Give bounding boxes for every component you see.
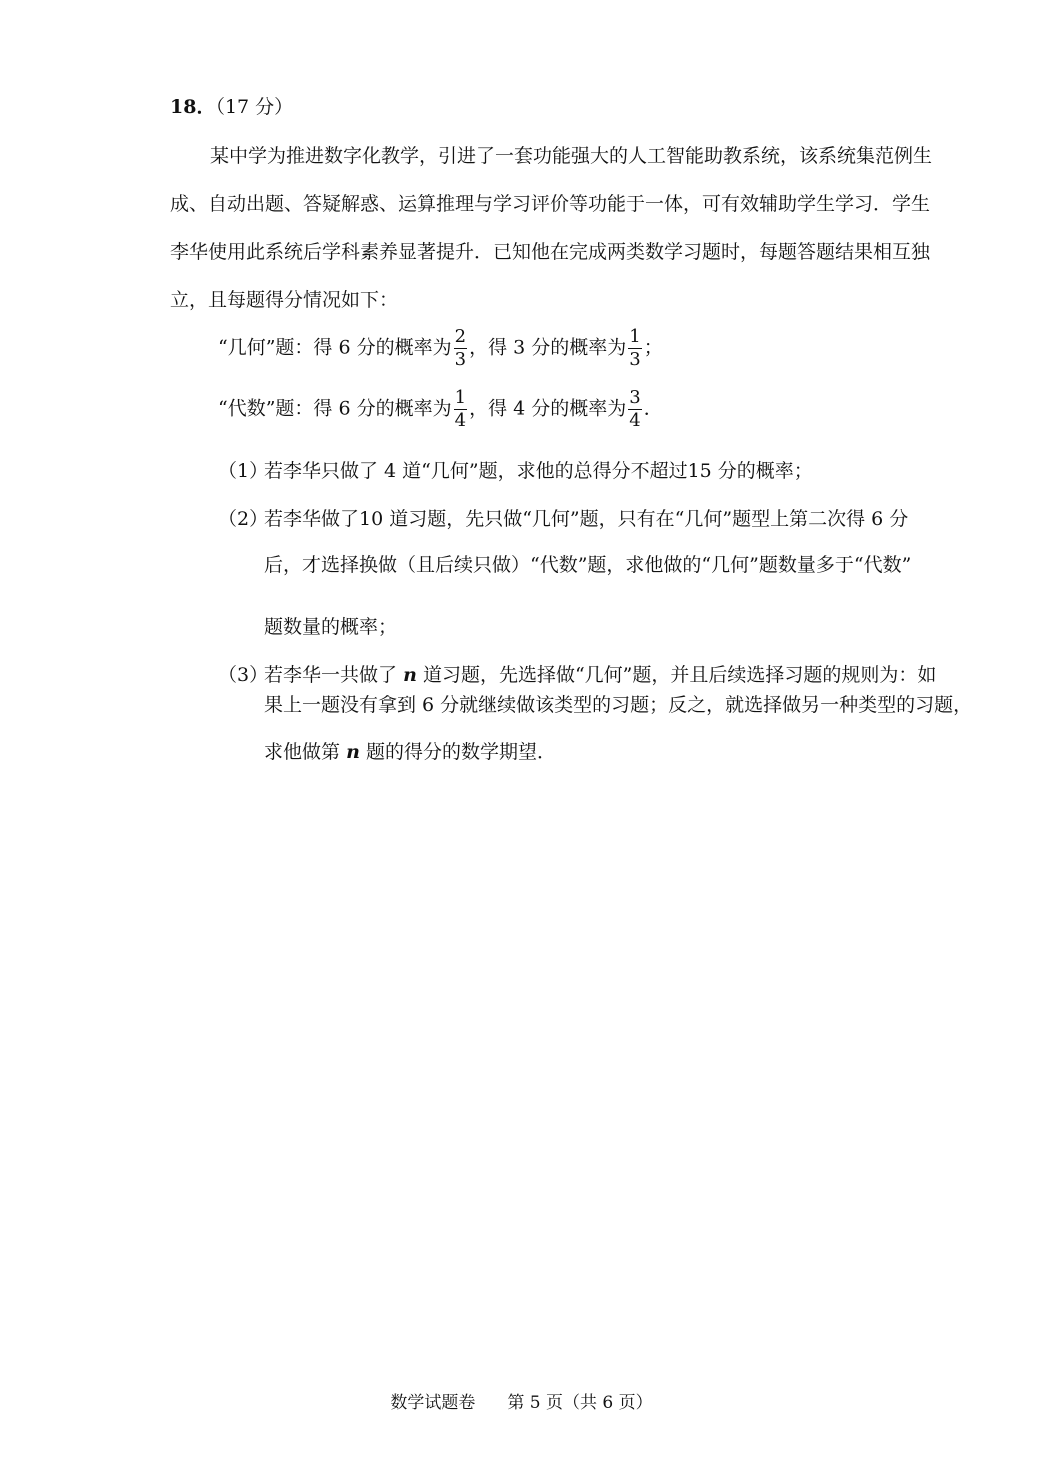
algebra-probability [218, 389, 663, 430]
part-1-label: （1） [218, 460, 269, 482]
fraction-numerator: 1 [629, 326, 641, 347]
fraction-numerator: 2 [454, 326, 467, 347]
intro-line-2: 成、自动出题、答疑解惑、运算推理与学习评价等功能于一体，可有效辅助学生学习．学生 [170, 193, 931, 215]
geometry-middle: ，得 3 分的概率为 [469, 336, 627, 359]
question-number: 18． [170, 96, 216, 118]
geometry-fraction-3pts [628, 328, 641, 369]
algebra-fraction-6pts [454, 389, 467, 430]
algebra-fraction-4pts [628, 389, 641, 430]
question-points: （17 分） [215, 96, 294, 118]
fraction-denominator: 4 [454, 410, 467, 431]
algebra-suffix: ． [643, 397, 663, 420]
fraction-numerator: 3 [629, 387, 641, 408]
algebra-middle: ，得 4 分的概率为 [469, 397, 627, 420]
part-3-line-2: 果上一题没有拿到 6 分就继续做该类型的习题；反之，就选择做另一种类型的习题， [264, 694, 973, 716]
part-2-line-3: 题数量的概率； [264, 616, 398, 638]
part-2-label: （2） [218, 508, 269, 530]
intro-line-3: 李华使用此系统后学科素养显著提升．已知他在完成两类数学习题时，每题答题结果相互独 [170, 241, 931, 263]
geometry-fraction-6pts [454, 328, 467, 369]
part-2-line-2: 后，才选择换做（且后续只做）“代数”题，求他做的“几何”题数量多于“代数” [264, 554, 912, 576]
question-header [170, 92, 293, 119]
variable-n: n [403, 664, 417, 686]
part-3-line-1: 若李华一共做了 n 道习题，先选择做“几何”题，并且后续选择习题的规则为：如 [264, 664, 937, 686]
geometry-suffix: ； [643, 336, 663, 359]
geometry-probability [218, 328, 663, 369]
page-footer [0, 1388, 1043, 1413]
part-3-label: （3） [218, 664, 269, 686]
intro-paragraph [170, 132, 1010, 324]
intro-line-1: 某中学为推进数字化教学，引进了一套功能强大的人工智能助教系统，该系统集范例生 [210, 145, 933, 167]
intro-line-4: 立，且每题得分情况如下： [170, 289, 399, 311]
part-2-line-1: 若李华做了10 道习题，先只做“几何”题，只有在“几何”题型上第二次得 6 分 [264, 508, 909, 530]
geometry-prefix: “几何”题：得 6 分的概率为 [218, 336, 452, 359]
part-1-text: 若李华只做了 4 道“几何”题，求他的总得分不超过15 分的概率； [264, 460, 813, 482]
variable-n: n [346, 741, 360, 763]
algebra-prefix: “代数”题：得 6 分的概率为 [218, 397, 452, 420]
footer-subject: 数学试题卷 [390, 1393, 476, 1413]
fraction-denominator: 4 [629, 410, 641, 431]
part-3-line-3: 求他做第 n 题的得分的数学期望． [264, 741, 556, 763]
fraction-numerator: 1 [454, 387, 467, 408]
fraction-denominator: 3 [629, 349, 641, 370]
footer-page-number: 第 5 页（共 6 页） [507, 1393, 653, 1413]
fraction-denominator: 3 [454, 349, 467, 370]
